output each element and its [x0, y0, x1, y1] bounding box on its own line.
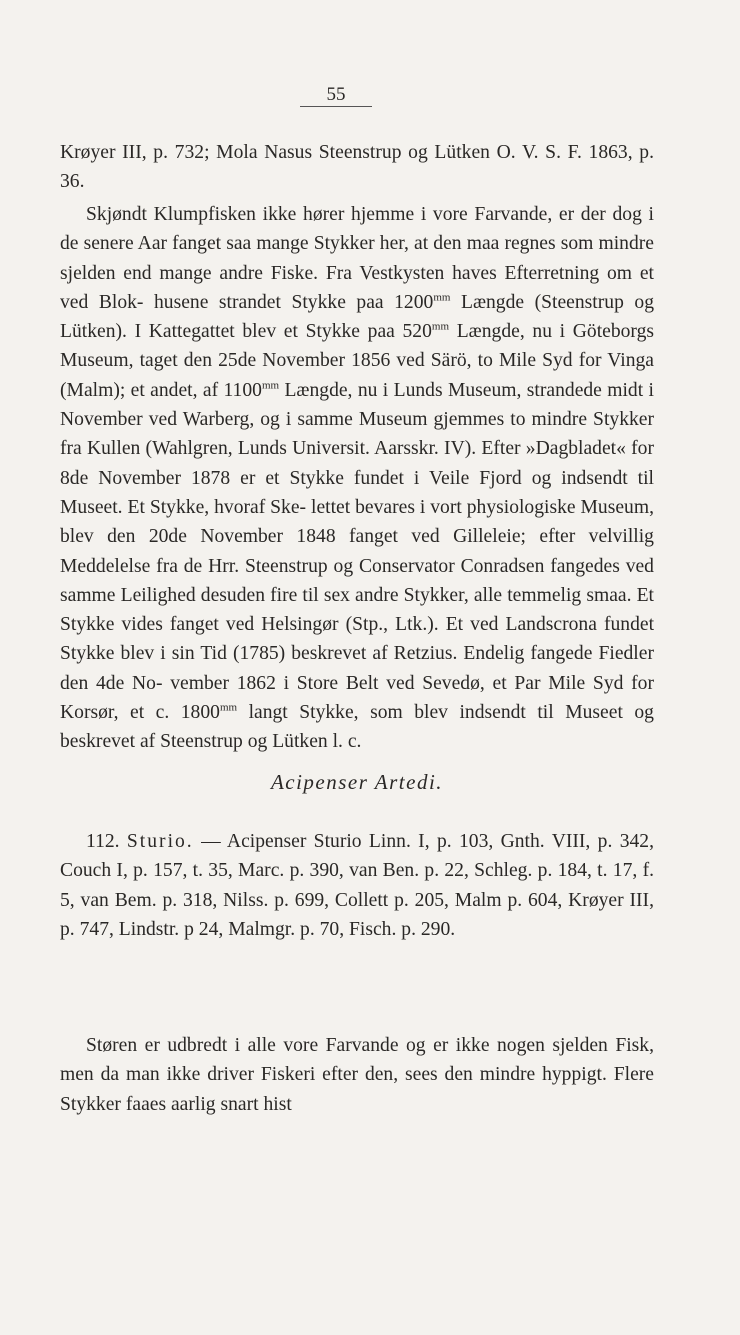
species-name: Sturio. [126, 831, 194, 852]
text-line: »Dagbladet« for 8de November 1878 er et Stykke fundet i [60, 438, 654, 489]
text-line: Särö, to Mile Syd for Vinga (Malm); et andet, af $1100^{mm}$ [60, 350, 654, 401]
text-line: ved samme Leilighed desuden fire til sex andre Stykker, alle [60, 555, 654, 606]
text-line: 699, Collett p. 205, Malm p. 604, Krøyer III, p. 747, Lindstr. [60, 889, 654, 940]
text-line: p 24, Malmgr. p. 70, Fisch. p. 290. [184, 918, 456, 940]
text-line: temmelig smaa. Et Stykke vides fanget ved Helsingør (Stp., [60, 584, 654, 636]
text-line: Lütken). I Kattegattet blev et Stykke paa $520^{mm}$ Længde, [60, 320, 525, 343]
text-line: er der dog i de senere Aar fanget saa mange Stykker her, [60, 204, 654, 255]
page-number: 55 [300, 84, 372, 107]
text-line: Skjøndt Klumpfisken ikke hører hjemme i vore Farvande, [86, 204, 553, 225]
text-line: Veile Fjord og indsendt til Museet. Et Stykke, hvoraf Ske- [60, 467, 654, 518]
text-line: at den maa regnes som mindre sjelden end mange andre [60, 233, 654, 284]
paragraph-text [60, 1031, 654, 1119]
text-line: sjelden Fisk, men da man ikke driver Fiskeri efter den, sees [60, 1035, 654, 1086]
reference-text: Krøyer III, p. 732; Mola Nasus Steenstrup og Lütken O. V. S. F. 1863, p. 36. [60, 142, 654, 193]
text-line: Museet og beskrevet af Steenstrup og Lütken l. c. [60, 702, 654, 753]
text-line: beskrevet af Retzius. Endelig fangede Fiedler den 4de No- [60, 643, 654, 694]
text-line: p. 22, Schleg. p. 184, t. 17, f. 5, van Bem. p. 318, Nilss. p. [60, 860, 654, 911]
text-line: Warberg, og i samme Museum gjemmes to mindre Stykker [182, 409, 655, 431]
species-reference-text [60, 827, 654, 944]
text-line: Korsør, et c. $1800^{mm}$ langt Stykke, som blev indsendt til [60, 701, 554, 724]
text-line: fra de Hrr. Steenstrup og Conservator Conradsen fangedes [156, 555, 620, 577]
text-line: vember 1862 i Store Belt ved Sevedø, et Par Mile Syd for [170, 672, 654, 694]
text-line: lettet bevares i vort physiologiske Museum, blev den 20de [60, 496, 654, 548]
text-line: November 1848 fanget ved Gilleleie; efter velvillig Meddelelse [60, 526, 654, 577]
paragraph-text [60, 200, 654, 757]
text-line: Støren er udbredt i alle vore Farvande og er ikke nogen [86, 1035, 545, 1056]
species-number: 112. [86, 831, 120, 852]
text-line: fra Kullen (Wahlgren, Lunds Universit. Aarsskr. IV). Efter [60, 438, 521, 460]
species-entry [60, 827, 654, 944]
klumpfisk-paragraph [60, 200, 654, 757]
reference-block [60, 138, 654, 197]
stoer-paragraph [60, 1031, 654, 1119]
text-line: den mindre hyppigt. Flere Stykker faaes aarlig snart hist [60, 1064, 654, 1115]
text-line: nu i Göteborgs Museum, taget den 25de November 1856 ved [60, 321, 655, 372]
text-line: — Acipenser Sturio Linn. I, p. 103, Gnth. [201, 831, 545, 852]
text-line: Længde, nu i Lunds Museum, strandede midt i November ved [60, 379, 654, 431]
text-line: husene strandet Stykke paa $1200^{mm}$ Længde (Steenstrup og [153, 291, 654, 313]
text-line: Fiske. Fra Vestkysten haves Efterretning om et ved Blok- [60, 262, 654, 313]
genus-heading: Acipenser Artedi. [270, 770, 444, 794]
text-line: Ltk.). Et ved Landscrona fundet Stykke blev i sin Tid (1785) [60, 614, 655, 665]
text-line: VIII, p. 342, Couch I, p. 157, t. 35, Marc. p. 390, van Ben. [60, 831, 654, 882]
